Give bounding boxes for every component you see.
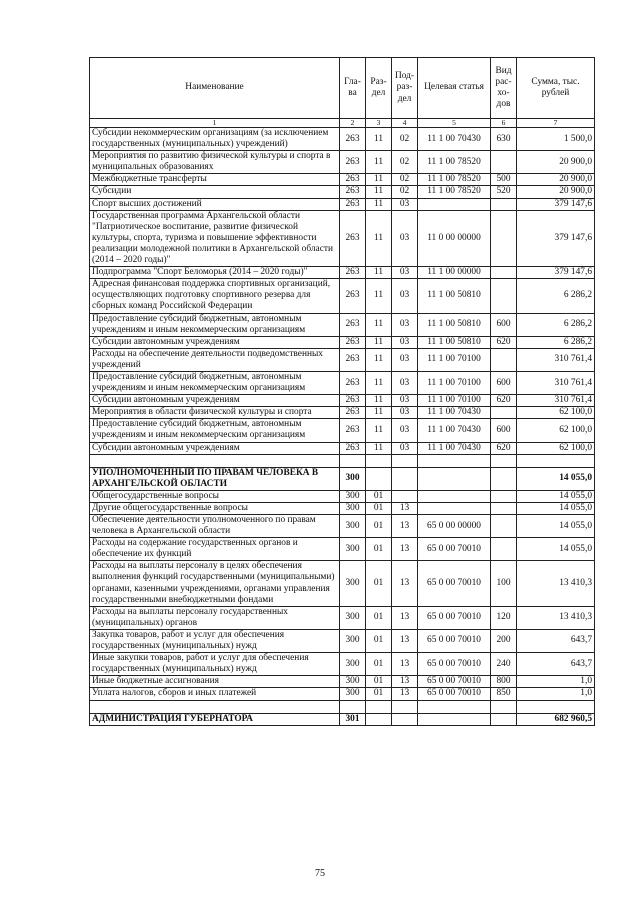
row-vid: 620 [491,442,517,454]
row-vid: 620 [491,395,517,407]
row-glava: 300 [340,561,366,606]
row-vid [491,538,517,561]
column-number: 3 [366,119,392,128]
row-name: Предоставление субсидий бюджетным, автономным учреждениям и иным некоммерческим организациям [90,313,340,336]
row-razdel: 01 [366,606,392,629]
row-name: Субсидии автономным учреждениям [90,442,340,454]
row-statya: 11 1 00 70430 [418,419,491,442]
row-summa: 6 286,2 [517,279,595,313]
row-vid: 500 [491,174,517,186]
row-vid [491,279,517,313]
table-row [90,561,595,606]
row-razdel: 01 [366,502,392,514]
header-glava: Гла-ва [340,58,366,119]
row-summa: 1,0 [517,676,595,688]
table-row [90,348,595,371]
row-statya: 11 1 00 70100 [418,371,491,394]
row-summa: 14 055,0 [517,515,595,538]
row-name: АДМИНИСТРАЦИЯ ГУБЕРНАТОРА [90,713,340,725]
row-statya: 11 1 00 70430 [418,442,491,454]
table-row [90,186,595,198]
row-vid [491,467,517,490]
table-row [90,676,595,688]
row-summa: 13 410,3 [517,561,595,606]
row-name: Иные бюджетные ассигнования [90,676,340,688]
section-row [90,467,595,490]
row-razdel: 11 [366,442,392,454]
spacer-cell [340,454,366,467]
row-statya: 11 1 00 70100 [418,395,491,407]
spacer-cell [491,700,517,713]
row-podrazdel: 03 [392,279,418,313]
table-row [90,606,595,629]
row-podrazdel: 03 [392,267,418,279]
header-statya: Целевая статья [418,58,491,119]
row-glava: 263 [340,395,366,407]
row-glava: 301 [340,713,366,725]
spacer-cell [418,454,491,467]
row-vid: 620 [491,336,517,348]
row-summa: 6 286,2 [517,313,595,336]
row-vid: 850 [491,688,517,700]
row-summa: 20 900,0 [517,151,595,174]
row-glava: 263 [340,407,366,419]
row-razdel: 11 [366,267,392,279]
table-row [90,653,595,676]
row-name: Предоставление субсидий бюджетным, автономным учреждениям и иным некоммерческим организациям [90,371,340,394]
row-podrazdel: 13 [392,688,418,700]
row-vid [491,267,517,279]
table-row [90,267,595,279]
spacer-cell [340,700,366,713]
row-vid [491,490,517,502]
table-row [90,128,595,151]
row-razdel [366,467,392,490]
row-podrazdel [392,490,418,502]
row-podrazdel: 13 [392,606,418,629]
row-razdel: 11 [366,279,392,313]
row-razdel: 01 [366,629,392,652]
row-statya [418,198,491,210]
row-name: Спорт высших достижений [90,198,340,210]
row-glava: 263 [340,313,366,336]
row-name: Расходы на выплаты персоналу в целях обеспечения выполнения функций государственными (муниципальными) органами, казенными учреждениями, органами управления государственными внебюджетными фондами [90,561,340,606]
row-podrazdel: 03 [392,198,418,210]
row-vid [491,151,517,174]
table-row [90,407,595,419]
row-summa: 379 147,6 [517,210,595,266]
row-podrazdel: 13 [392,561,418,606]
row-podrazdel: 03 [392,419,418,442]
row-statya: 11 1 00 50810 [418,279,491,313]
row-vid: 120 [491,606,517,629]
row-summa: 20 900,0 [517,174,595,186]
row-statya: 65 0 00 70010 [418,629,491,652]
row-razdel: 11 [366,210,392,266]
spacer-cell [392,700,418,713]
row-vid [491,407,517,419]
row-name: Иные закупки товаров, работ и услуг для обеспечения государственных (муниципальных) нужд [90,653,340,676]
row-statya: 11 1 00 78520 [418,174,491,186]
spacer-cell [517,700,595,713]
row-summa: 310 761,4 [517,371,595,394]
table-row [90,371,595,394]
row-podrazdel: 03 [392,313,418,336]
row-vid [491,713,517,725]
row-name: Уплата налогов, сборов и иных платежей [90,688,340,700]
row-razdel: 01 [366,688,392,700]
table-row [90,198,595,210]
spacer-cell [90,700,340,713]
row-podrazdel: 03 [392,442,418,454]
row-podrazdel: 02 [392,174,418,186]
row-vid: 520 [491,186,517,198]
row-summa: 310 761,4 [517,348,595,371]
row-glava: 263 [340,371,366,394]
spacer-cell [366,700,392,713]
row-name: Расходы на обеспечение деятельности подведомственных учреждений [90,348,340,371]
row-glava: 300 [340,688,366,700]
header-razdel: Раз-дел [366,58,392,119]
table-row [90,515,595,538]
row-statya: 65 0 00 70010 [418,561,491,606]
row-summa: 20 900,0 [517,186,595,198]
row-name: УПОЛНОМОЧЕННЫЙ ПО ПРАВАМ ЧЕЛОВЕКА В АРХАНГЕЛЬСКОЙ ОБЛАСТИ [90,467,340,490]
row-summa: 682 960,5 [517,713,595,725]
row-statya: 11 1 00 70100 [418,348,491,371]
row-name: Общегосударственные вопросы [90,490,340,502]
row-statya [418,467,491,490]
row-vid [491,515,517,538]
table-row [90,174,595,186]
table-row [90,395,595,407]
table-body [90,128,595,726]
spacer-row [90,700,595,713]
row-summa: 1,0 [517,688,595,700]
row-podrazdel: 13 [392,653,418,676]
row-summa: 62 100,0 [517,419,595,442]
row-statya: 11 1 00 50810 [418,336,491,348]
row-vid: 240 [491,653,517,676]
table-row [90,419,595,442]
row-razdel [366,713,392,725]
row-vid [491,210,517,266]
column-number: 5 [418,119,491,128]
row-glava: 300 [340,467,366,490]
row-razdel: 11 [366,128,392,151]
row-summa: 643,7 [517,653,595,676]
row-statya [418,490,491,502]
row-podrazdel: 03 [392,348,418,371]
header-name: Наименование [90,58,340,119]
row-vid: 200 [491,629,517,652]
row-podrazdel: 03 [392,407,418,419]
row-name: Закупка товаров, работ и услуг для обеспечения государственных (муниципальных) нужд [90,629,340,652]
column-number: 2 [340,119,366,128]
row-name: Субсидии автономным учреждениям [90,395,340,407]
row-statya: 11 0 00 00000 [418,210,491,266]
row-razdel: 01 [366,515,392,538]
row-name: Предоставление субсидий бюджетным, автономным учреждениям и иным некоммерческим организациям [90,419,340,442]
section-row [90,713,595,725]
row-podrazdel: 13 [392,515,418,538]
row-name: Другие общегосударственные вопросы [90,502,340,514]
row-glava: 263 [340,128,366,151]
row-podrazdel [392,467,418,490]
row-vid [491,502,517,514]
row-glava: 300 [340,676,366,688]
row-glava: 300 [340,502,366,514]
row-name: Субсидии [90,186,340,198]
column-number: 7 [517,119,595,128]
table-row [90,688,595,700]
row-summa: 6 286,2 [517,336,595,348]
row-glava: 263 [340,210,366,266]
row-summa: 379 147,6 [517,267,595,279]
row-summa: 379 147,6 [517,198,595,210]
budget-table [89,57,595,726]
row-razdel: 01 [366,676,392,688]
row-name: Государственная программа Архангельской области "Патриотическое воспитание, развитие физической культуры, спорта, туризма и повышение эффективности реализации молодежной политики в Архангельской области (2014 – 2020 годы)" [90,210,340,266]
row-statya: 65 0 00 70010 [418,688,491,700]
table-row [90,210,595,266]
column-number: 4 [392,119,418,128]
row-razdel: 11 [366,348,392,371]
row-vid: 600 [491,313,517,336]
row-razdel: 11 [366,313,392,336]
table-row [90,538,595,561]
row-summa: 14 055,0 [517,490,595,502]
row-statya [418,502,491,514]
row-vid: 630 [491,128,517,151]
row-statya: 11 1 00 50810 [418,313,491,336]
row-glava: 263 [340,186,366,198]
row-name: Расходы на содержание государственных органов и обеспечение их функций [90,538,340,561]
header-vid: Вид рас-хо-дов [491,58,517,119]
row-podrazdel: 13 [392,538,418,561]
row-name: Мероприятия в области физической культуры и спорта [90,407,340,419]
row-summa: 14 055,0 [517,538,595,561]
column-number: 6 [491,119,517,128]
row-razdel: 11 [366,419,392,442]
row-razdel: 01 [366,561,392,606]
row-glava: 300 [340,606,366,629]
row-razdel: 11 [366,395,392,407]
row-summa: 643,7 [517,629,595,652]
row-statya: 65 0 00 70010 [418,676,491,688]
row-glava: 263 [340,419,366,442]
row-razdel: 11 [366,186,392,198]
row-name: Обеспечение деятельности уполномоченного по правам человека в Архангельской области [90,515,340,538]
row-glava: 263 [340,267,366,279]
row-podrazdel: 13 [392,629,418,652]
spacer-cell [90,454,340,467]
row-glava: 263 [340,336,366,348]
row-statya: 11 1 00 78520 [418,151,491,174]
header-summa: Сумма, тыс. рублей [517,58,595,119]
table-header-row [90,58,595,119]
row-glava: 300 [340,490,366,502]
column-number: 1 [90,119,340,128]
row-glava: 300 [340,515,366,538]
row-glava: 263 [340,151,366,174]
row-glava: 263 [340,198,366,210]
row-podrazdel: 02 [392,186,418,198]
row-vid [491,198,517,210]
row-podrazdel: 03 [392,210,418,266]
row-summa: 14 055,0 [517,467,595,490]
row-glava: 300 [340,629,366,652]
spacer-cell [491,454,517,467]
spacer-cell [392,454,418,467]
row-razdel: 01 [366,490,392,502]
page-number: 75 [315,868,325,879]
row-razdel: 11 [366,174,392,186]
row-podrazdel: 13 [392,676,418,688]
spacer-row [90,454,595,467]
spacer-cell [517,454,595,467]
row-statya: 65 0 00 70010 [418,653,491,676]
row-podrazdel [392,713,418,725]
row-name: Субсидии автономным учреждениям [90,336,340,348]
row-glava: 263 [340,348,366,371]
row-statya: 11 1 00 00000 [418,267,491,279]
row-glava: 300 [340,653,366,676]
row-summa: 62 100,0 [517,407,595,419]
table-row [90,490,595,502]
row-podrazdel: 13 [392,502,418,514]
spacer-cell [418,700,491,713]
row-razdel: 01 [366,653,392,676]
row-vid: 600 [491,371,517,394]
table-row [90,279,595,313]
row-name: Межбюджетные трансферты [90,174,340,186]
row-name: Мероприятия по развитию физической культуры и спорта в муниципальных образованиях [90,151,340,174]
row-podrazdel: 02 [392,151,418,174]
table-row [90,336,595,348]
table-row [90,442,595,454]
row-glava: 263 [340,174,366,186]
row-statya: 11 1 00 70430 [418,128,491,151]
row-glava: 263 [340,279,366,313]
row-statya [418,713,491,725]
row-glava: 300 [340,538,366,561]
row-glava: 263 [340,442,366,454]
row-statya: 11 1 00 70430 [418,407,491,419]
row-vid: 100 [491,561,517,606]
column-number-row [90,119,595,128]
row-razdel: 11 [366,336,392,348]
row-podrazdel: 03 [392,395,418,407]
row-summa: 62 100,0 [517,442,595,454]
row-podrazdel: 03 [392,371,418,394]
row-statya: 65 0 00 00000 [418,515,491,538]
row-vid [491,348,517,371]
row-summa: 1 500,0 [517,128,595,151]
row-name: Адресная финансовая поддержка спортивных организаций, осуществляющих подготовку спортивного резерва для сборных команд Российской Федерации [90,279,340,313]
table-row [90,313,595,336]
row-summa: 14 055,0 [517,502,595,514]
table-row [90,151,595,174]
row-name: Подпрограмма "Спорт Беломорья (2014 – 2020 годы)" [90,267,340,279]
row-razdel: 11 [366,407,392,419]
row-statya: 65 0 00 70010 [418,606,491,629]
row-name: Расходы на выплаты персоналу государственных (муниципальных) органов [90,606,340,629]
row-razdel: 11 [366,151,392,174]
row-razdel: 11 [366,371,392,394]
row-summa: 13 410,3 [517,606,595,629]
row-vid: 600 [491,419,517,442]
table-row [90,502,595,514]
row-statya: 11 1 00 78520 [418,186,491,198]
row-summa: 310 761,4 [517,395,595,407]
row-razdel: 01 [366,538,392,561]
header-podrazdel: Под-раз-дел [392,58,418,119]
row-statya: 65 0 00 70010 [418,538,491,561]
row-name: Субсидии некоммерческим организациям (за исключением государственных (муниципальных) учреждений) [90,128,340,151]
table-row [90,629,595,652]
row-vid: 800 [491,676,517,688]
spacer-cell [366,454,392,467]
row-podrazdel: 03 [392,336,418,348]
row-podrazdel: 02 [392,128,418,151]
row-razdel: 11 [366,198,392,210]
